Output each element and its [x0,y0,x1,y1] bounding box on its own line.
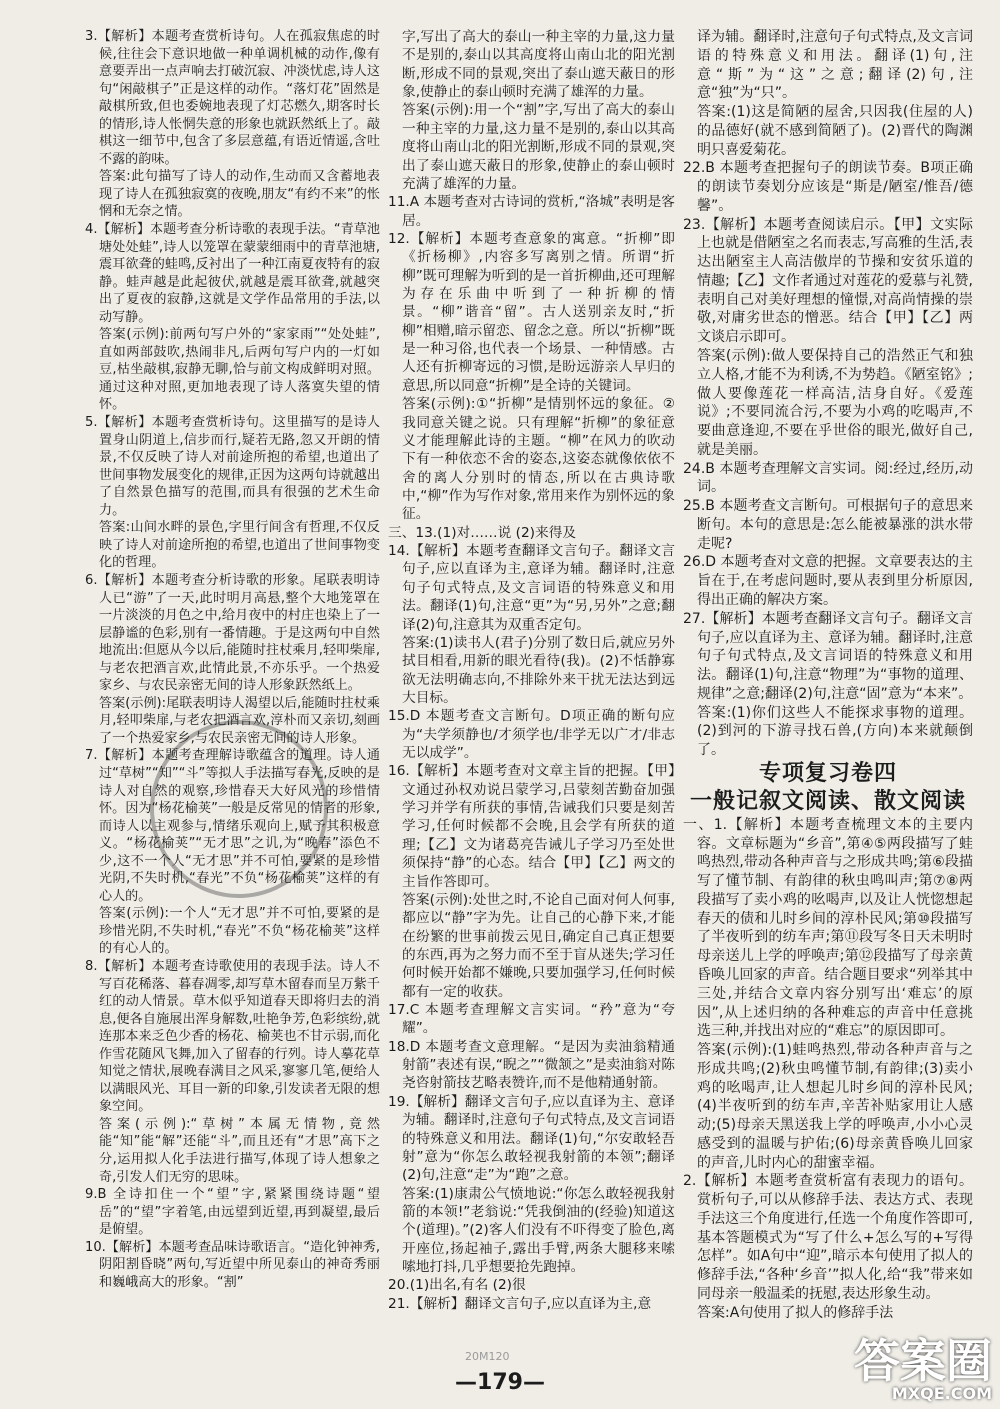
answer-paragraph: 答案:此句描写了诗人的动作,生动而又含蓄地表现了诗人在孤独寂寞的夜晚,朋友“有约不来”的怅惘和无奈之情。 [99,169,380,220]
question-paragraph: 16.【解析】本题考查对文章主旨的把握。【甲】文通过孙权劝说吕蒙学习,吕蒙刻苦勤奋加强学习并学有所获的事情,告诫我们只要是刻苦学习,任何时候都不会晚,且会学有所获的道理;【乙】文为诸葛亮告诫儿子学习乃至处世须保持“静”的心态。结合【甲】【乙】两文的主旨作答即可。 [388,763,675,890]
section-title: 专项复习卷四 [758,760,897,786]
answer-paragraph: 答案(示例):前两句写户外的“家家雨”“处处蛙”,直如两部鼓吹,热闹非凡,后两句写户内的一灯如豆,枯坐敲棋,寂静无聊,恰与前文构成鲜明对照。通过这种对照,更加地表现了诗人落寞失望的情怀。 [99,327,380,413]
section-title: 一般记叙文阅读、散文阅读 [689,788,966,814]
watermark-logo [854,1334,992,1403]
answer-paragraph: 答案(示例):用一个“割”字,写出了高大的泰山一种主宰的力量,这力量不是别的,泰山以其高度将山南山北的阳光割断,形成不同的景观,突出了泰山遮天蔽日的形象,使静止的泰山顿时充满了雄浑的力量。 [402,102,675,192]
question-paragraph: 6.【解析】本题考查分析诗歌的形象。尾联表明诗人已“游”了一天,此时明月高悬,整个大地笼罩在一片淡淡的月色之中,给月夜中的村庄也染上了一层静谧的色彩,别有一番情趣。于是这两句中自然地流出:但愿从今以后,能随时拄杖乘月,轻叩柴扉,与老农把酒言欢,此情此景,不亦乐乎。一个热爱家乡、与农民亲密无间的诗人形象跃然纸上。 [85,572,380,694]
question-paragraph: 27.【解析】本题考查翻译文言句子。翻译文言句子,应以直译为主、意译为辅。翻译时,注意句子句式特点,及文言词语的特殊意义和用法。翻译(1)句,注意“物理”为“事物的道理、规律”之意;翻译(2)句,注意“固”意为“本来”。 [683,610,973,702]
question-paragraph: 5.【解析】本题考查赏析诗句。这里描写的是诗人置身山阴道上,信步而行,疑若无路,忽又开朗的情景,不仅反映了诗人对前途所抱的希望,也道出了世间事物发展变化的规律,正因为这两句诗就越出了自然景色描写的范围,而具有很强的艺术生命力。 [85,415,380,518]
question-paragraph: 9.B 全诗扣住一个“望”字,紧紧围绕诗题“望岳”的“望”字着笔,由远望到近望,再到凝望,最后是俯望。 [85,1187,380,1238]
question-paragraph: 12.【解析】本题考查意象的寓意。“折柳”即《折杨柳》,内容多写离别之情。所谓“折柳”既可理解为听到的是一首折柳曲,还可理解为存在乐曲中听到了一种折柳的情景。“柳”谐音“留”。古人送别亲友时,“折柳”相赠,暗示留恋、留念之意。所以“折柳”既是一种习俗,也代表一个场景、一种情感。古人还有折柳寄远的习惯,是盼远游亲人早归的意思,所以同意“折柳”是全诗的关键词。 [388,230,675,394]
answer-paragraph: 答案:(1)读书人(君子)分别了数日后,就应另外拭目相看,用新的眼光看待(我)。(2)不恬静寡欲无法明确志向,不排除外来干扰无法达到远大目标。 [402,634,675,706]
answer-paragraph: 答案(示例):①“折柳”是情别怀远的象征。②我同意关键之说。只有理解“折柳”的象征意义才能理解此诗的主题。“柳”在风力的吹动下有一种依恋不舍的姿态,这姿态就像依依不舍的离人分别时的情态,所以在古典诗歌中,“柳”作为写作对象,常用来作为别怀远的象征。 [402,396,675,523]
watermark-url: MXQE.COM [891,1384,992,1403]
question-paragraph: 19.【解析】翻译文言句子,应以直译为主、意译为辅。翻译时,注意句子句式特点,及文言词语的特殊意义和用法。翻译(1)句,“尔安敢轻吾射”意为“你怎么敢轻视我射箭的本领”;翻译(2)句,注意“走”为“跑”之意。 [388,1093,675,1184]
question-paragraph: 3.【解析】本题考查赏析诗句。人在孤寂焦虑的时候,往往会下意识地做一种单调机械的动作,像有意要弄出一点声响去打破沉寂、冲淡忧虑,诗人这句“闲敲棋子”正是这样的动作。“落灯花”固然是敲棋所致,但也委婉地表现了灯芯燃久,期客时长的情形,诗人怅惘失意的形象也就跃然纸上了。敲棋这一细节中,包含了多层意蕴,有语近情遥,含吐不露的韵味。 [85,29,380,167]
question-paragraph: 4.【解析】本题考查分析诗歌的表现手法。“青草池塘处处蛙”,诗人以笼罩在蒙蒙细雨中的青草池塘,震耳欲聋的蛙鸣,反衬出了一种江南夏夜特有的寂静。蛙声越是此起彼伏,就越是震耳欲聋,就越突出了夏夜的寂静,这就是文学作品常用的手法,以动写静。 [85,222,380,325]
column-right [683,28,973,1323]
answer-paragraph: 答案:山间水畔的景色,字里行间含有哲理,不仅反映了诗人对前途所抱的希望,也道出了世间事物变化的哲理。 [99,520,380,571]
answer-paragraph: 答案(示例):一个人“无才思”并不可怕,要紧的是珍惜光阴,不失时机,“春光”不负“杨花榆荚”这样的有心人的。 [99,906,380,957]
question-paragraph: 18.D 本题考查文意理解。“是因为卖油翁精通射箭”表述有误,“睨之”“微颔之”是卖油翁对陈尧咨射箭技艺略表赞许,而不是他精通射箭。 [388,1038,675,1092]
answer-paragraph: 答案:(1)这是简陋的屋舍,只因我(住屋的人)的品德好(就不感到简陋了)。(2)晋代的陶渊明只喜爱菊花。 [697,104,973,158]
answer-paragraph: 答案(示例):(1)蛙鸣热烈,带动各种声音与之形成共鸣;(2)秋虫鸣懂节制,有韵律;(3)卖小鸡的吆喝声,让人想起儿时乡间的淳朴民风;(4)半夜听到的纺车声,辛苦补贴家用让人感动;(5)母亲天黑送我上学的呼唤声,小小心灵感受到的温暖与护佑;(6)母亲黄昏唤儿回家的声音,儿时内心的甜蜜幸福。 [697,1042,973,1171]
question-paragraph: 7.【解析】本题考查理解诗歌蕴含的道理。诗人通过“草树”“知”“斗”等拟人手法描写春光,反映的是诗人对自然的观察,珍惜春天大好风光的珍惜情怀。因为“杨花榆荚”一般是反常见的情者的形象,而诗人以主观参与,情绪乐观向上,赋予其积极意义。“杨花榆荚”“无才思”之讥,为“晚春”添色不少,这不一个人“无才思”并不可怕,要紧的是珍惜光阴,不失时机,“春光”不负“杨花榆荚”这样的有心人的。 [85,748,380,904]
answer-paragraph: 答案(示例):“草树”本属无情物,竟然能“知”能“解”还能“斗”,而且还有“才思”高下之分,运用拟人化手法进行描写,体现了诗人想象之奇,引发人们无穷的思味。 [99,1116,380,1185]
question-paragraph: 17.C 本题考查理解文言实词。“矜”意为“夸耀”。 [388,1002,675,1037]
question-paragraph: 一、1.【解析】本题考查梳理文本的主要内容。文章标题为“乡音”,第④⑤两段描写了蛙鸣热烈,带动各种声音与之形成共鸣;第⑥段描写了懂节制、有韵律的秋虫鸣叫声;第⑦⑧两段描写了卖小鸡的吆喝声,以及让人恍惚想起春天的债和儿时乡间的淳朴民风;第⑩段描写了半夜听到的纺车声;第⑪段写冬日天未明时母亲送儿上学的呼唤声;第⑫段描写了母亲黄昏唤儿回家的声音。结合题目要求“列举其中三处,并结合文章内容分别写出‘难忘’的原因”,从上述归纳的各种难忘的声音中任意挑选三种,并找出对应的“难忘”的原因即可。 [683,816,973,1040]
question-paragraph: 26.D 本题考查对文意的把握。文章要表达的主旨在于,在考虑问题时,要从表到里分析原因,得出正确的解决方案。 [683,554,973,608]
question-paragraph: 8.【解析】本题考查诗歌使用的表现手法。诗人不写百花稀落、暮春凋零,却写草木留春而呈万紫千红的动人情景。草木似乎知道春天即将归去的消息,便各自施展出浑身解数,吐艳争芳,色彩缤纷,就连那本来乏色少香的杨花、榆荚也不甘示弱,而化作雪花随风飞舞,加入了留春的行列。诗人摹花草知觉之情状,展晚春满目之风采,寥寥几笔,便给人以满眼风光、耳目一新的印象,引发读者无限的想象空间。 [85,958,380,1115]
question-paragraph: 10.【解析】本题考查品味诗歌语言。“造化钟神秀,阴阳割昏晓”两句,写近望中所见泰山的神奇秀丽和巍峨高大的形象。“割” [85,1239,380,1290]
answer-paragraph: 答案:A句使用了拟人的修辞手法 [697,1304,894,1321]
question-paragraph: 25.B 本题考查文言断句。可根据句子的意思来断句。本句的意思是:怎么能被暴涨的洪水带走呢? [683,498,973,552]
question-paragraph: 23.【解析】本题考查阅读启示。【甲】文实际上也就是借陋室之名而表志,写高雅的生活,表达出陋室主人高洁傲岸的节操和安贫乐道的情趣;【乙】文作者通过对莲花的爱慕与礼赞,表明自己对美好理想的憧憬,对高尚情操的崇敬,对庸劣世态的憎恶。结合【甲】【乙】两文谈启示即可。 [683,216,973,346]
page-number: —179— [455,1370,545,1395]
answer-paragraph: 答案(示例):处世之时,不论自己面对何人何事,都应以“静”字为先。让自己的心静下来,才能在纷繁的世事前拨云见日,确定自己真正想要的东西,再为之努力而不至于盲从迷失;学习任何时候开始都不嫌晚,只要加强学习,任何时候都有一定的收获。 [402,891,675,1000]
question-paragraph: 24.B 本题考查理解文言实词。阅:经过,经历,动词。 [683,460,973,496]
answer-paragraph: 答案:(1)康肃公气愤地说:“你怎么敢轻视我射箭的本领!”老翁说:“凭我倒油的(经验)知道这个(道理)。”(2)客人们没有不吓得变了脸色,离开座位,扬起袖子,露出手臂,两条大腿移来嗦嗦地打抖,几乎想要抢先跑掉。 [402,1185,675,1276]
column-middle [388,28,675,1313]
question-paragraph: 22.B 本题考查把握句子的朗读节奏。B项正确的朗读节奏划分应该是“斯是/陋室/惟吾/德馨”。 [683,160,973,214]
answer-paragraph: 答案:(1)你们这些人不能探求事物的道理。(2)到河的下游寻找石兽,(方向)本来就颠倒了。 [697,704,973,759]
question-paragraph: 21.【解析】翻译文言句子,应以直译为主,意 [388,1295,652,1312]
question-paragraph: 11.A 本题考查对古诗词的赏析,“洛城”表明是客居。 [388,194,675,229]
question-paragraph: 14.【解析】本题考查翻译文言句子。翻译文言句子,应以直译为主,意译为辅。翻译时,注意句子句式特点,及文言词语的特殊意义和用法。翻译(1)句,注意“更”为“另,另外”之意;翻译(2)句,注意其为双重否定句。 [388,543,675,633]
question-paragraph: 三、13.(1)对……说 (2)来得及 [388,524,577,541]
question-paragraph: 20.(1)出名,有名 (2)很 [388,1277,526,1294]
answer-paragraph: 答案(示例):尾联表明诗人渴望以后,能随时拄杖乘月,轻叩柴扉,与老农把酒言欢,淳朴而又亲切,刻画了一个热爱家乡,与农民亲密无间的诗人形象。 [99,695,380,746]
print-code: 20M120 [465,1350,510,1363]
question-paragraph: 15.D 本题考查文言断句。D项正确的断句应为“夫学须静也/才须学也/非学无以广才/非志无以成学”。 [388,708,675,762]
question-paragraph: 译为辅。翻译时,注意句子句式特点,及文言词语的特殊意义和用法。翻译(1)句,注意“斯”为“这”之意;翻译(2)句,注意“独”为“只”。 [697,29,973,102]
question-paragraph: 2.【解析】本题考查赏析富有表现力的语句。赏析句子,可以从修辞手法、表达方式、表现手法这三个角度进行,任选一个角度作答即可,基本答题模式为“写了什么+怎么写的+写得怎样”。如A句中“迎”,暗示本句使用了拟人的修辞手法,“各种‘乡音’”拟人化,给“我”带来如同母亲一般温柔的抚慰,表达形象生动。 [683,1173,973,1302]
watermark-main: 答案圈 [854,1334,992,1388]
answer-paragraph: 答案(示例):做人要保持自己的浩然正气和独立人格,才能不为利诱,不为势趋。《陋室铭》;做人要像莲花一样高洁,洁身自好。《爱莲说》;不要同流合污,不要为小鸡的吃喝声,不要曲意逢迎,不要在乎世俗的眼光,做好自己,就是美丽。 [697,348,973,458]
question-paragraph: 字,写出了高大的泰山一种主宰的力量,这力量不是别的,泰山以其高度将山南山北的阳光割断,形成不同的景观,突出了泰山遮天蔽日的形象,使静止的泰山顿时充满了雄浑的力量。 [402,29,675,101]
column-left [85,28,380,1291]
